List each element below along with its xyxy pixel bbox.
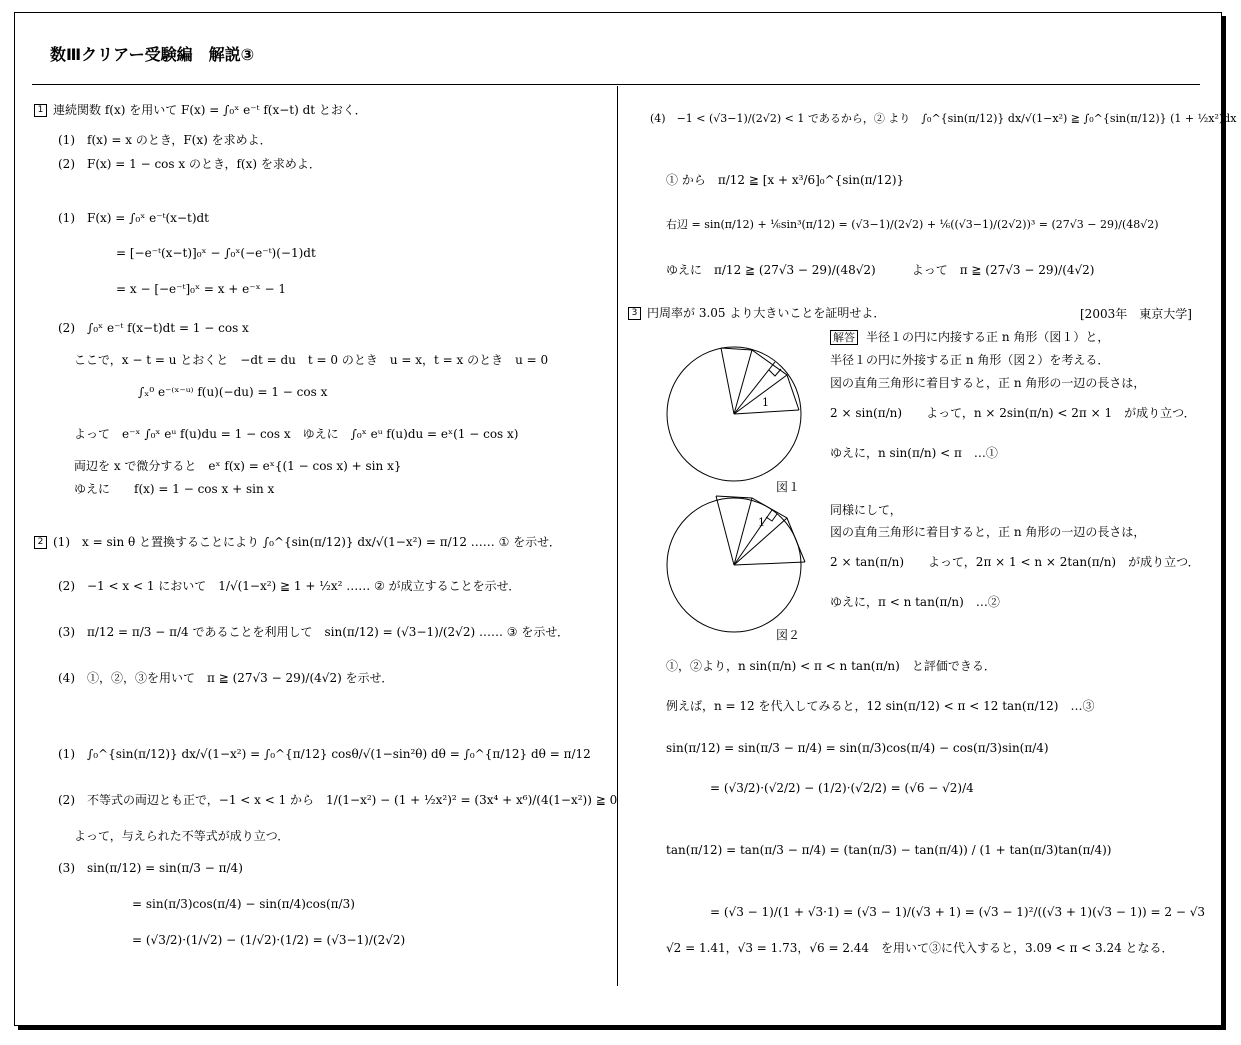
figure-2-caption: 図２ bbox=[776, 628, 801, 642]
figure-1-caption: 図１ bbox=[776, 480, 801, 494]
problem-2-question-1: 2 (1) x = sin θ と置換することにより ∫₀^{sin(π/12)} dx/√(1−x²) = π/12 …… ① を示せ． bbox=[34, 534, 561, 550]
problem-1-number: 1 bbox=[34, 104, 47, 117]
problem-3-rest-line-2: 例えば，n = 12 を代入してみると，12 sin(π/12) < π < 12 tan(π/12) …③ bbox=[666, 699, 1095, 713]
solution-2-4-line-1: (4) −1 < (√3−1)/(2√2) < 1 であるから，② より ∫₀^{sin(π/12)} dx/√(1−x²) ≧ ∫₀^{sin(π/12)} (1 + ½x²)dx bbox=[650, 112, 1237, 125]
solution-2-4-line-3: 右辺 = sin(π/12) + ⅙sin³(π/12) = (√3−1)/(2√2) + ⅙((√3−1)/(2√2))³ = (27√3 − 29)/(48√2) bbox=[666, 218, 1159, 231]
problem-3-solution-line-5: ゆえに，n sin(π/n) < π …① bbox=[830, 446, 998, 460]
problem-2-number: 2 bbox=[34, 536, 47, 549]
figure-2-radius-label: 1 bbox=[758, 516, 765, 529]
solution-2-line-6: = (√3/2)·(1/√2) − (1/√2)·(1/2) = (√3−1)/(2√2) bbox=[132, 933, 406, 947]
problem-3-solution-line-3: 図の直角三角形に着目すると，正 n 角形の一辺の長さは， bbox=[830, 376, 1146, 390]
problem-3-solution-line-6: 同様にして， bbox=[830, 503, 902, 517]
problem-3-rest-line-1: ①，②より，n sin(π/n) < π < n tan(π/n) と評価できる． bbox=[666, 659, 996, 673]
problem-3-solution-line-7: 図の直角三角形に着目すると，正 n 角形の一辺の長さは， bbox=[830, 525, 1146, 539]
solution-1-2-line-3: ∫ₓ⁰ e⁻⁽ˣ⁻ᵘ⁾ f(u)(−du) = 1 − cos x bbox=[138, 385, 328, 399]
solution-1-2-line-4: よって e⁻ˣ ∫₀ˣ eᵘ f(u)du = 1 − cos x ゆえに ∫₀ˣ eᵘ f(u)du = eˣ(1 − cos x) bbox=[74, 427, 519, 441]
problem-2-question-4: (4) ①，②，③を用いて π ≧ (27√3 − 29)/(4√2) を示せ． bbox=[58, 671, 394, 685]
solution-2-4-line-4: ゆえに π/12 ≧ (27√3 − 29)/(48√2) よって π ≧ (27√3 − 29)/(4√2) bbox=[666, 263, 1095, 277]
title-divider bbox=[32, 84, 1200, 85]
problem-3-solution-line-2: 半径１の円に外接する正 n 角形（図２）を考える． bbox=[830, 353, 1110, 367]
problem-3-rest-line-4: = (√3/2)·(√2/2) − (1/2)·(√2/2) = (√6 − √2)/4 bbox=[710, 781, 974, 795]
figure-1-inscribed-polygon bbox=[662, 340, 812, 485]
solution-1-2-line-2: ここで，x − t = u とおくと −dt = du t = 0 のとき u = x，t = x のとき u = 0 bbox=[74, 353, 549, 367]
problem-3-statement: 3 円周率が 3.05 より大きいことを証明せよ． bbox=[628, 305, 885, 321]
figure-2-circumscribed-polygon bbox=[662, 490, 812, 635]
column-divider bbox=[617, 86, 618, 986]
solution-1-2-line-5: 両辺を x で微分すると eˣ f(x) = eˣ{(1 − cos x) + sin x} bbox=[74, 459, 402, 473]
problem-3-rest-line-3: sin(π/12) = sin(π/3 − π/4) = sin(π/3)cos(π/4) − cos(π/3)sin(π/4) bbox=[666, 741, 1049, 755]
problem-3-solution-line-8: 2 × tan(π/n) よって，2π × 1 < n × 2tan(π/n) が成り立つ． bbox=[830, 555, 1200, 569]
problem-3-source: [2003年 東京大学] bbox=[1080, 307, 1192, 321]
figure-1-radius-label: 1 bbox=[762, 396, 769, 409]
problem-3-solution-line-4: 2 × sin(π/n) よって，n × 2sin(π/n) < 2π × 1 が成り立つ． bbox=[830, 406, 1196, 420]
solution-2-line-3: よって，与えられた不等式が成り立つ． bbox=[74, 829, 290, 843]
problem-1-statement: 1 連続関数 f(x) を用いて F(x) = ∫₀ˣ e⁻ᵗ f(x−t) dt とおく． bbox=[34, 102, 367, 118]
solution-2-line-5: = sin(π/3)cos(π/4) − sin(π/4)cos(π/3) bbox=[132, 897, 355, 911]
answer-label: 解答 bbox=[830, 330, 858, 345]
problem-1-question-1: (1) f(x) = x のとき，F(x) を求めよ． bbox=[58, 133, 272, 147]
problem-3-solution-line-1: 解答 半径１の円に内接する正 n 角形（図１）と， bbox=[830, 329, 1109, 346]
solution-1-line-1: (1) F(x) = ∫₀ˣ e⁻ᵗ(x−t)dt bbox=[58, 211, 210, 225]
solution-1-line-2: = [−e⁻ᵗ(x−t)]₀ˣ − ∫₀ˣ(−e⁻ᵗ)(−1)dt bbox=[116, 246, 316, 260]
problem-3-rest-line-5: tan(π/12) = tan(π/3 − π/4) = (tan(π/3) − tan(π/4)) / (1 + tan(π/3)tan(π/4)) bbox=[666, 843, 1112, 857]
solution-2-line-2: (2) 不等式の両辺とも正で，−1 < x < 1 から 1/(1−x²) − (1 + ½x²)² = (3x⁴ + x⁶)/(4(1−x²)) ≧ 0 bbox=[58, 793, 618, 807]
problem-3-number: 3 bbox=[628, 307, 641, 320]
solution-1-2-line-1: (2) ∫₀ˣ e⁻ᵗ f(x−t)dt = 1 − cos x bbox=[58, 321, 249, 335]
problem-3-solution-line-9: ゆえに，π < n tan(π/n) …② bbox=[830, 595, 1000, 609]
solution-2-line-1: (1) ∫₀^{sin(π/12)} dx/√(1−x²) = ∫₀^{π/12} cosθ/√(1−sin²θ) dθ = ∫₀^{π/12} dθ = π/12 bbox=[58, 747, 591, 761]
solution-2-line-4: (3) sin(π/12) = sin(π/3 − π/4) bbox=[58, 861, 243, 875]
solution-1-line-3: = x − [−e⁻ᵗ]₀ˣ = x + e⁻ˣ − 1 bbox=[116, 282, 287, 296]
problem-3-rest-line-6: = (√3 − 1)/(1 + √3·1) = (√3 − 1)/(√3 + 1) = (√3 − 1)²/((√3 + 1)(√3 − 1)) = 2 − √3 bbox=[710, 905, 1206, 919]
problem-1-question-2: (2) F(x) = 1 − cos x のとき，f(x) を求めよ． bbox=[58, 157, 321, 171]
problem-2-question-3: (3) π/12 = π/3 − π/4 であることを利用して sin(π/12) = (√3−1)/(2√2) …… ③ を示せ． bbox=[58, 625, 569, 639]
page-title: 数Ⅲクリアー受験編 解説③ bbox=[50, 45, 255, 64]
problem-3-rest-line-7: √2 = 1.41，√3 = 1.73，√6 = 2.44 を用いて③に代入すると，3.09 < π < 3.24 となる． bbox=[666, 941, 1174, 955]
solution-1-2-line-6: ゆえに f(x) = 1 − cos x + sin x bbox=[74, 482, 275, 496]
solution-2-4-line-2: ① から π/12 ≧ [x + x³/6]₀^{sin(π/12)} bbox=[666, 173, 905, 187]
problem-2-question-2: (2) −1 < x < 1 において 1/√(1−x²) ≧ 1 + ½x² …… ② が成立することを示せ． bbox=[58, 579, 521, 593]
